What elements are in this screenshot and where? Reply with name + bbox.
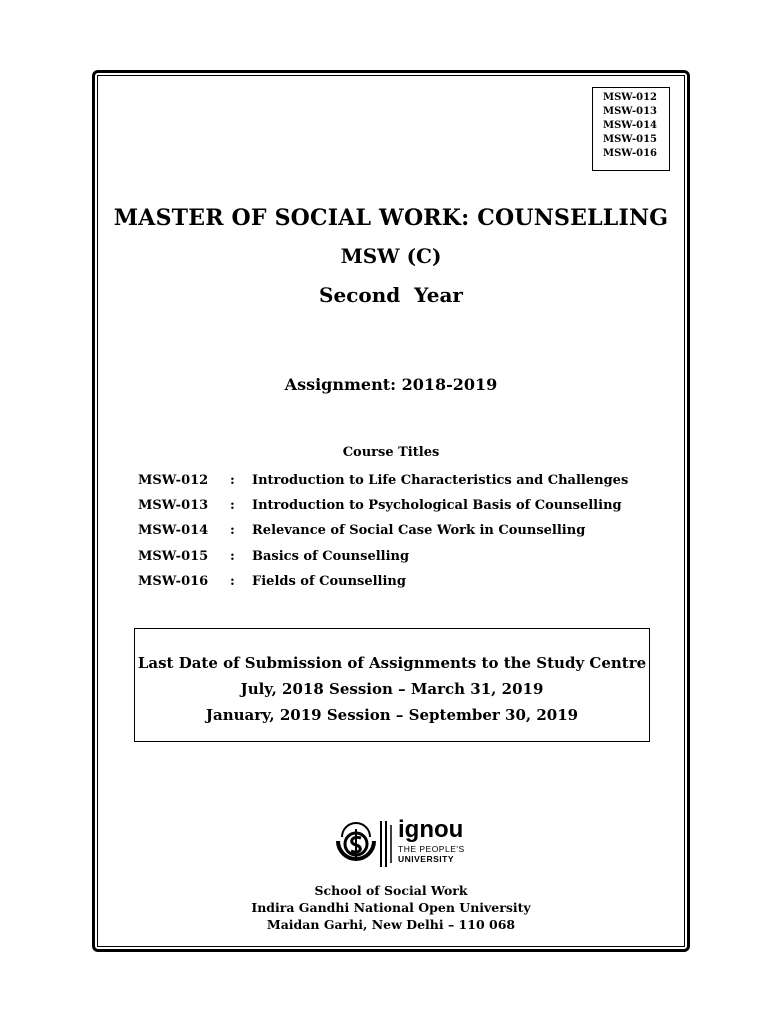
- university-address: Maidan Garhi, New Delhi – 110 068: [266, 917, 516, 932]
- course-codes-box: [592, 87, 670, 171]
- document-subtitle: MSW (C): [340, 244, 442, 268]
- separator: :: [230, 498, 235, 514]
- course-code: MSW-016: [138, 573, 209, 589]
- university-name: Indira Gandhi National Open University: [251, 900, 531, 915]
- list-item: [138, 574, 628, 599]
- submission-heading: Last Date of Submission of Assignments to the Study Centre: [137, 654, 647, 672]
- course-title: Introduction to Psychological Basis of Counselling: [252, 498, 622, 514]
- course-code: MSW-012: [138, 473, 209, 488]
- july-session-date: July, 2018 Session – March 31, 2019: [240, 680, 544, 698]
- course-code: MSW-015: [603, 134, 657, 145]
- separator: :: [230, 573, 235, 589]
- course-title: Basics of Counselling: [252, 548, 410, 564]
- ignou-logo-tagline: [398, 844, 465, 864]
- list-item: [138, 549, 628, 574]
- course-titles-list: [138, 473, 628, 599]
- course-code: MSW-014: [138, 523, 209, 539]
- january-session-date: January, 2019 Session – September 30, 2019: [205, 706, 579, 724]
- tagline-line-2: UNIVERSITY: [398, 854, 455, 864]
- tagline-line-1: THE PEOPLE'S: [398, 844, 465, 854]
- course-title: Introduction to Life Characteristics and Challenges: [252, 473, 629, 488]
- institution-address: [97, 882, 685, 933]
- course-code: MSW-016: [603, 148, 657, 159]
- list-item: [138, 498, 628, 523]
- programme-year: Second Year: [319, 283, 463, 307]
- ignou-logo-name: ignou: [398, 816, 464, 843]
- course-titles-heading: Course Titles: [342, 445, 440, 460]
- course-code: MSW-013: [138, 498, 209, 514]
- document-title: MASTER OF SOCIAL WORK: COUNSELLING: [113, 205, 669, 231]
- course-code: MSW-015: [138, 548, 209, 564]
- assignment-heading: Assignment: 2018-2019: [284, 375, 498, 394]
- course-title: Fields of Counselling: [252, 573, 406, 589]
- school-name: School of Social Work: [314, 883, 468, 898]
- list-item: [138, 523, 628, 548]
- separator: :: [230, 523, 235, 539]
- course-code: MSW-013: [603, 106, 657, 117]
- course-code: MSW-014: [603, 120, 657, 131]
- course-title: Relevance of Social Case Work in Counselling: [252, 523, 586, 539]
- submission-dates-box: [134, 628, 650, 742]
- list-item: [138, 473, 628, 498]
- separator: :: [230, 548, 235, 564]
- separator: :: [230, 473, 235, 488]
- course-code: MSW-012: [603, 92, 657, 103]
